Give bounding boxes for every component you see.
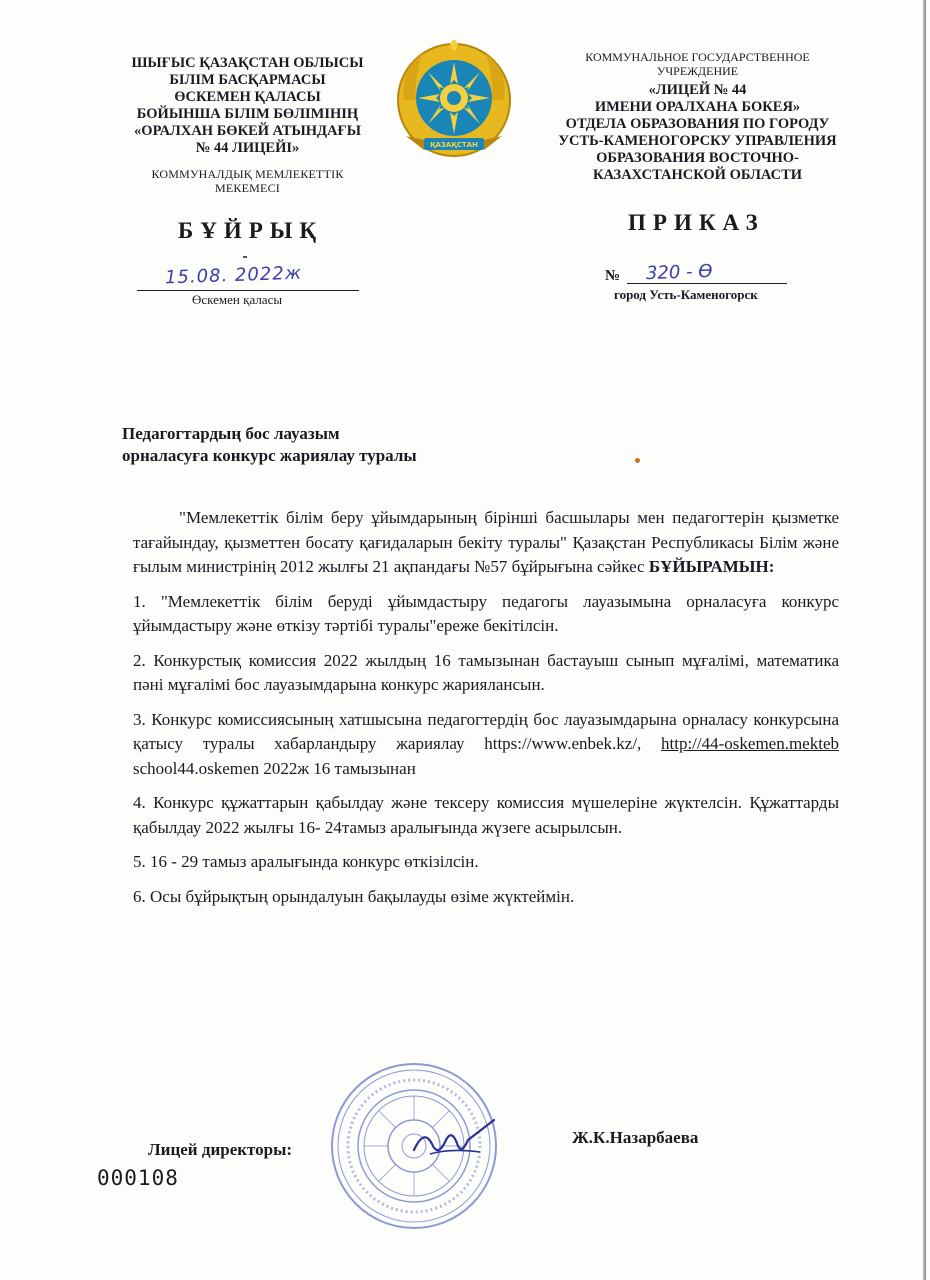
order-item-6: 6. Осы бұйрықтың орындалуын бақылауды өзіме жүктеймін. — [133, 886, 575, 906]
header-ru-line: ИМЕНИ ОРАЛХАНА БОКЕЯ» — [594, 99, 801, 115]
number-label: № — [605, 268, 621, 284]
subject-line: орналасуға конкурс жариялау туралы — [122, 446, 417, 465]
order-title-kz: БҰЙРЫҚ — [178, 218, 324, 243]
ink-mark — [243, 256, 247, 258]
state-emblem-icon — [394, 40, 514, 160]
header-ru-sub-line: УЧРЕЖДЕНИЕ — [656, 64, 739, 78]
order-body — [133, 506, 839, 919]
order-item-4: 4. Конкурс құжаттарын қабылдау және тексеру комиссия мүшелеріне жүктелсін. Құжаттарды қабылдау 2022 жылғы 16- 24тамыз аралығында жүзеге асырылсын. — [133, 793, 839, 837]
header-kz-sub-line: КОММУНАЛДЫҚ МЕМЛЕКЕТТІК — [151, 167, 344, 181]
order-item-5: 5. 16 - 29 тамыз аралығында конкурс өткізілсін. — [133, 852, 479, 871]
director-label: Лицей директоры: — [148, 1140, 293, 1159]
handwritten-number: 320 - Ө — [645, 260, 713, 285]
header-ru-line: ОТДЕЛА ОБРАЗОВАНИЯ ПО ГОРОДУ — [565, 116, 830, 132]
header-ru-subtitle — [520, 50, 875, 78]
order-item-2: 2. Конкурстық комиссия 2022 жылдың 16 тамызынан бастауыш сынып мұғалімі, математика пәні мұғалімі бос лауазымдарына конкурс жариялансын. — [133, 650, 839, 694]
city-kz: Өскемен қаласы — [192, 292, 283, 307]
order-title-ru: ПРИКАЗ — [628, 210, 765, 235]
header-kz-line: БОЙЫНША БІЛІМ БӨЛІМІНІҢ — [136, 106, 359, 122]
paper-speck — [635, 458, 640, 463]
header-kz-line: № 44 ЛИЦЕЙІ» — [195, 140, 300, 156]
intro-text: "Мемлекеттік білім беру ұйымдарының бірінші басшылары мен педагогтерін қызметке тағайындау, қызметтен босату қағидаларын бекіту туралы" Қазақстан Республикасы Білім және ғылым министрінің 2012 жылғы 21 ақпандағы №57 бұйрығына сәйкес — [133, 508, 839, 576]
director-name: Ж.К.Назарбаева — [572, 1128, 699, 1147]
header-kz-line: ШЫҒЫС ҚАЗАҚСТАН ОБЛЫСЫ — [131, 55, 364, 71]
item3-tail: school44.oskemen 2022ж 16 тамызынан — [133, 758, 416, 778]
order-subject — [122, 423, 417, 467]
header-ru-line: УСТЬ-КАМЕНОГОРСКУ УПРАВЛЕНИЯ — [558, 133, 837, 149]
header-kazakh — [100, 55, 395, 195]
registration-number: 000108 — [97, 1166, 179, 1190]
header-ru-line: КАЗАХСТАНСКОЙ ОБЛАСТИ — [592, 167, 803, 183]
header-kz-line: ӨСКЕМЕН ҚАЛАСЫ — [174, 89, 321, 105]
emblem-text: ҚАЗАҚСТАН — [430, 141, 478, 149]
header-kz-line: БІЛІМ БАСҚАРМАСЫ — [169, 72, 326, 88]
subject-line: Педагогтардың бос лауазым — [122, 424, 340, 443]
header-ru-line: ОБРАЗОВАНИЯ ВОСТОЧНО- — [596, 150, 799, 166]
mekteb-link[interactable]: http://44-oskemen.mekteb — [661, 734, 839, 753]
city-ru: город Усть-Каменогорск — [614, 287, 758, 302]
header-russian — [520, 50, 875, 184]
header-ru-line: «ЛИЦЕЙ № 44 — [648, 82, 747, 98]
header-kz-line: «ОРАЛХАН БӨКЕЙ АТЫНДАҒЫ — [134, 123, 361, 139]
item3-text: 3. Конкурс комиссиясының хатшысына педагогтердің бос лауазымдарына орналасу конкурсына қатысу туралы хабарландыру жариялау https://www.enbek.kz/, — [133, 709, 839, 753]
header-kz-sub-line: МЕКЕМЕСІ — [215, 181, 280, 195]
order-item-1: 1. "Мемлекеттік білім беруді ұйымдастыру педагогы лауазымына орналасуға конкурс ұйымдастыру және өткізу тәртібі туралы"ереже бекітілсін. — [133, 591, 839, 635]
header-kz-subtitle — [100, 167, 395, 195]
order-item-3 — [133, 708, 839, 782]
intro-paragraph — [133, 506, 839, 580]
handwritten-date: 15.08. 2022ж — [164, 262, 303, 289]
page-edge-shadow — [923, 0, 926, 1280]
header-ru-sub-line: КОММУНАЛЬНОЕ ГОСУДАРСТВЕННОЕ — [585, 50, 810, 64]
intro-bold: БҰЙЫРАМЫН: — [648, 557, 775, 576]
signature-icon — [410, 1110, 500, 1170]
